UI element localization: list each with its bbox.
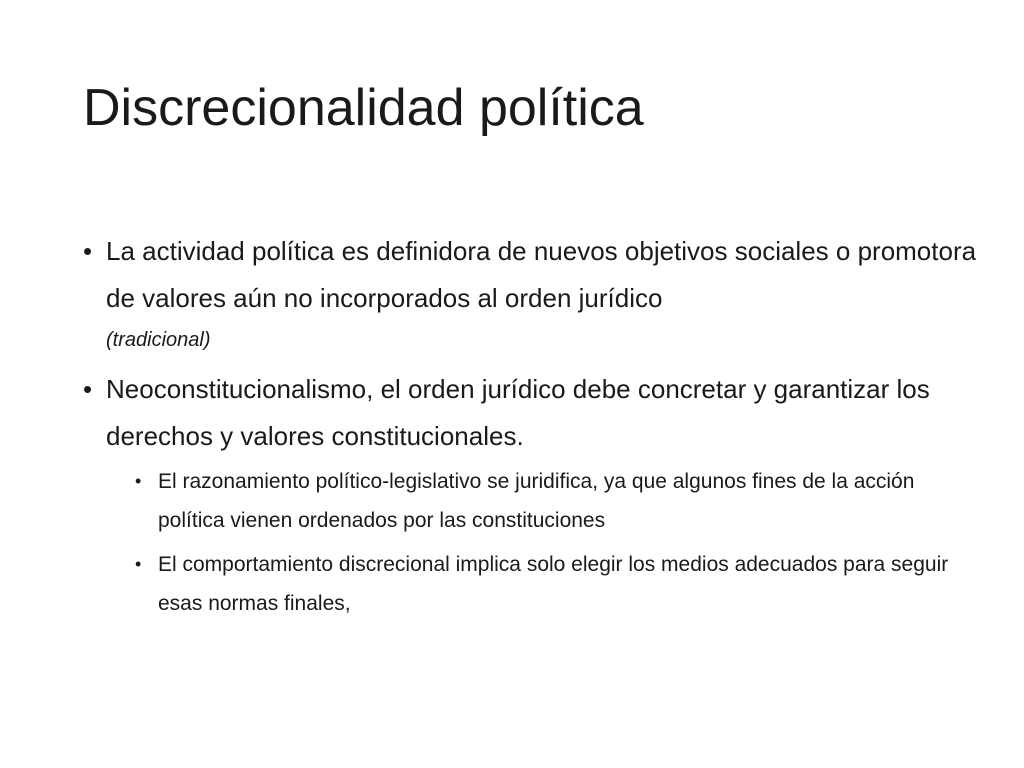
bullet-text: La actividad política es definidora de nuevos objetivos sociales o promotora de valores aún no incorporados al orden jurídico [106, 236, 977, 313]
bullet-item [83, 366, 983, 460]
sub-bullet-text: El comportamiento discrecional implica solo elegir los medios adecuados para seguir esas normas finales, [158, 553, 949, 615]
bullet-icon: • [83, 374, 93, 404]
slide-title: Discrecionalidad política [83, 79, 644, 137]
sub-bullet-icon: • [135, 471, 142, 491]
sub-bullet-item [135, 545, 983, 623]
bullet-item [83, 228, 983, 358]
bullet-text: Neoconstitucionalismo, el orden jurídico debe concretar y garantizar los derechos y valores constitucionales. [106, 374, 930, 451]
sub-bullet-text: El razonamiento político-legislativo se juridifica, ya que algunos fines de la acción política vienen ordenados por las constituciones [158, 470, 915, 532]
slide-content [83, 228, 983, 623]
bullet-note: (tradicional) [106, 329, 211, 351]
sub-bullet-item [135, 462, 983, 540]
bullet-icon: • [83, 236, 93, 266]
sub-bullet-icon: • [135, 554, 142, 574]
